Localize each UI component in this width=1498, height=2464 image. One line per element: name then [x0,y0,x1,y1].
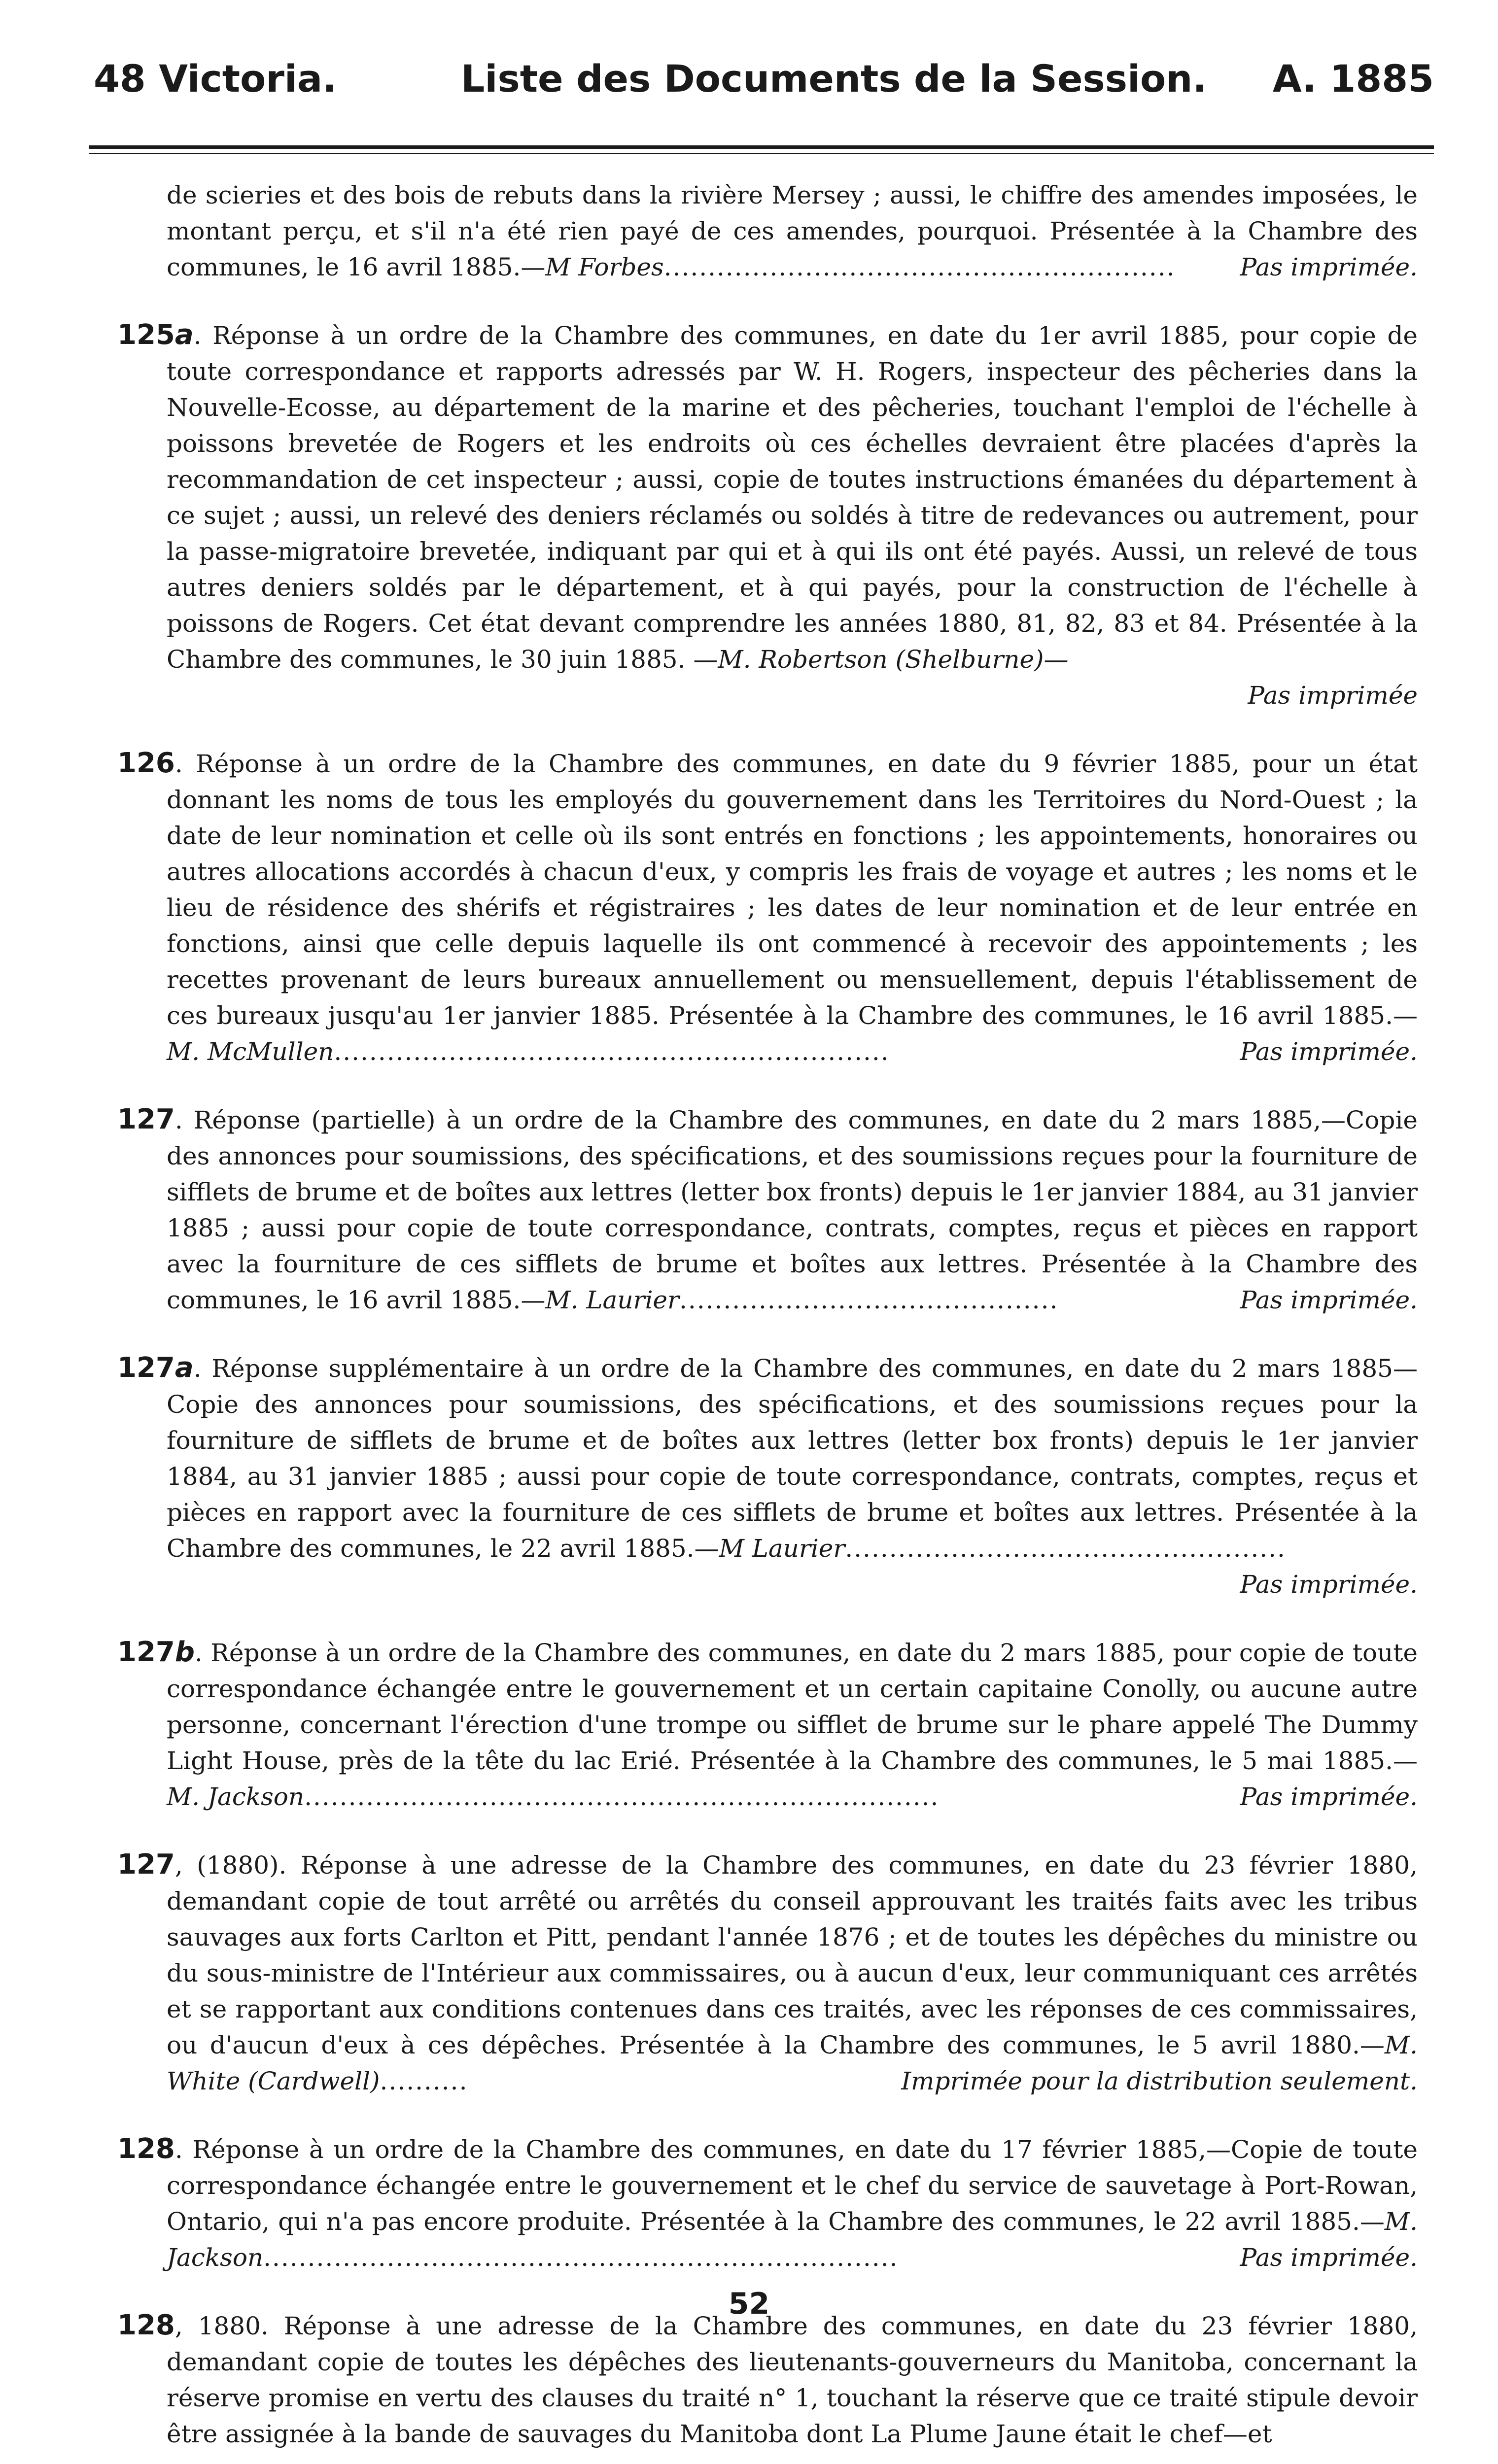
entry-leader: .................................................. [845,1534,1286,1563]
entry-number: 126 [117,747,175,779]
entry-mover: M. Robertson (Shelburne)— [718,645,1069,674]
page-number: 52 [728,2287,770,2321]
list-item [117,1101,1418,1318]
entry-number: 127 [117,1848,175,1881]
list-item [167,177,1418,285]
header-volume: 48 Victoria. [94,57,337,101]
entry-status: Pas imprimée. [1240,1782,1418,1811]
entry-leader: ........................................... [679,1286,1059,1314]
entry-text: , (1880). Réponse à une adresse de la Chambre des communes, en date du 23 février 1880, demandant copie de tout arrêté ou arrêtés du conseil approuvant les traités faits avec les tribus sauvages aux forts Carlton et Pitt, pendant l'année 1876 ; et de toutes les dépêches du ministre ou du sous-ministre de l'Intérieur aux commissaires, ou à aucun d'eux, leur communiquant ces arrêtés et se rapportant aux conditions contenues dans ces traités, avec les réponses de ces commissaires, ou d'aucun d'eux à ces dépêches. Présentée à la Chambre des communes, le 5 avril 1880.— [167,1851,1418,2059]
list-item [117,2131,1418,2276]
entry-status: Pas imprimée. [1240,2243,1418,2272]
entry-text: . Réponse à un ordre de la Chambre des communes, en date du 1er avril 1885, pour copie de toute correspondance et rapports adressés par W. H. Rogers, inspecteur des pêcheries dans la Nouvelle-Ecosse, au département de la marine et des pêcheries, touchant l'emploi de l'échelle à poissons brevetée de Rogers et les endroits où ces échelles devraient être placées d'après la recommandation de cet inspecteur ; aussi, copie de toutes instructions émanées du département à ce sujet ; aussi, un relevé des deniers réclamés ou soldés à titre de redevances ou autrement, pour la passe-migratoire brevetée, indiquant par qui et à qui ils ont été payés. Aussi, un relevé de tous autres deniers soldés par le département, et à qui payés, pour la construction de l'échelle à poissons de Rogers. Cet état devant comprendre les années 1880, 81, 82, 83 et 84. Présentée à la Chambre des communes, le 30 juin 1885. — [167,321,1418,674]
entry-text: , 1880. Réponse à une adresse de la Chambre des communes, en date du 23 février 1880, demandant copie de toutes les dépêches des lieutenants-gouverneurs du Manitoba, concernant la réserve promise en vertu des clauses du traité n° 1, touchant la réserve que ce traité stipule devoir être assignée à la bande de sauvages du Manitoba dont La Plume Jaune était le chef—et [167,2312,1418,2448]
entry-number: 127 [117,1103,175,1135]
entry-mover: M Forbes [545,253,664,281]
entry-text: . Réponse à un ordre de la Chambre des communes, en date du 2 mars 1885, pour copie de toute correspondance échangée entre le gouvernement et un certain capitaine Conolly, ou aucune autre personne, concernant l'érection d'une trompe ou sifflet de brume sur le phare appelé The Dummy Light House, près de la tête du lac Erié. Présentée à la Chambre des communes, le 5 mai 1885.— [167,1639,1418,1775]
header-year: A. 1885 [1272,57,1434,101]
entry-mover: M Laurier [719,1534,845,1563]
entry-text: . Réponse (partielle) à un ordre de la Chambre des communes, en date du 2 mars 1885,—Copie des annonces pour soumissions, des spécifications, et des soumissions reçues pour la fourniture de sifflets de brume et de boîtes aux lettres (letter box fronts) depuis le 1er janvier 1884, au 31 janvier 1885 ; aussi pour copie de toute correspondance, contrats, comptes, reçus et pièces en rapport avec la fourniture de ces sifflets de brume et boîtes aux lettres. Présentée à la Chambre des communes, le 16 avril 1885.— [167,1106,1418,1314]
entry-leader: ........................................................................ [304,1782,940,1811]
entry-text: . Réponse supplémentaire à un ordre de la Chambre des communes, en date du 2 mars 1885—Copie des annonces pour soumissions, des spécifications, et des soumissions reçues pour la fourniture de sifflets de brume et de boîtes aux lettres (letter box fronts) depuis le 1er janvier 1884, au 31 janvier 1885 ; aussi pour copie de toute correspondance, contrats, comptes, reçus et pièces en rapport avec la fourniture de ces sifflets de brume et boîtes aux lettres. Présentée à la Chambre des communes, le 22 avril 1885.— [167,1354,1418,1563]
list-item [117,1350,1418,1603]
list-item [117,1847,1418,2099]
list-item [117,317,1418,714]
entry-text: de scieries et des bois de rebuts dans la rivière Mersey ; aussi, le chiffre des amendes imposées, le montant perçu, et s'il n'a été rien payé de ces amendes, pourquoi. Présentée à la Chambre des communes, le 16 avril 1885.— [167,181,1418,281]
header-rule-thick [89,145,1434,149]
document-body [117,177,1418,2464]
entry-status: Pas imprimée. [1240,1037,1418,1066]
entry-number: 128 [117,2309,175,2341]
entry-number: 128 [117,2133,175,2165]
entry-text: . Réponse à un ordre de la Chambre des communes, en date du 17 février 1885,—Copie de toute correspondance échangée entre le gouvernement et le chef du service de sauvetage à Port-Rowan, Ontario, qui n'a pas encore produite. Présentée à la Chambre des communes, le 22 avril 1885.— [167,2135,1418,2236]
entry-number: 127a [117,1352,194,1384]
entry-status: Pas imprimée [1248,681,1418,710]
entry-mover: M. White (Cardwell) [167,2031,1418,2095]
entry-status: Imprimée pour la distribution seulement. [901,2067,1418,2095]
entry-text: . Réponse à un ordre de la Chambre des communes, en date du 9 février 1885, pour un état donnant les noms de tous les employés du gouvernement dans les Territoires du Nord-Ouest ; la date de leur nomination et celle où ils sont entrés en fonctions ; les appointements, honoraires ou autres allocations accordés à chacun d'eux, y compris les frais de voyage et autres ; les noms et le lieu de résidence des shérifs et régistraires ; les dates de leur nomination et de leur entrée en fonctions, ainsi que celle depuis laquelle ils ont commencé à recevoir des appointements ; les recettes provenant de leurs bureaux annuellement ou mensuellement, depuis l'établissement de ces bureaux jusqu'au 1er janvier 1885. Présentée à la Chambre des communes, le 16 avril 1885.— [167,750,1418,1030]
list-item [117,745,1418,1070]
entry-mover: M. Laurier [545,1286,679,1314]
entry-leader: ............................................................... [334,1037,890,1066]
entry-mover: M. Jackson [167,1782,305,1811]
entry-leader: ........................................................................ [263,2243,899,2272]
list-item [117,2307,1418,2452]
entry-status: Pas imprimée. [1240,253,1418,281]
header-title: Liste des Documents de la Session. [461,57,1207,101]
running-header [94,49,1434,108]
entry-leader: .......... [380,2067,468,2095]
entry-mover: M. McMullen [167,1037,334,1066]
entry-status: Pas imprimée. [1240,1286,1418,1314]
entry-status: Pas imprimée. [1240,1570,1418,1599]
header-rule-thin [89,153,1434,154]
entry-leader: .......................................................... [663,253,1176,281]
entry-number: 125a [117,319,194,351]
list-item [117,1634,1418,1815]
entry-number: 127b [117,1636,195,1668]
entry-mover: M. Jackson [167,2207,1418,2272]
